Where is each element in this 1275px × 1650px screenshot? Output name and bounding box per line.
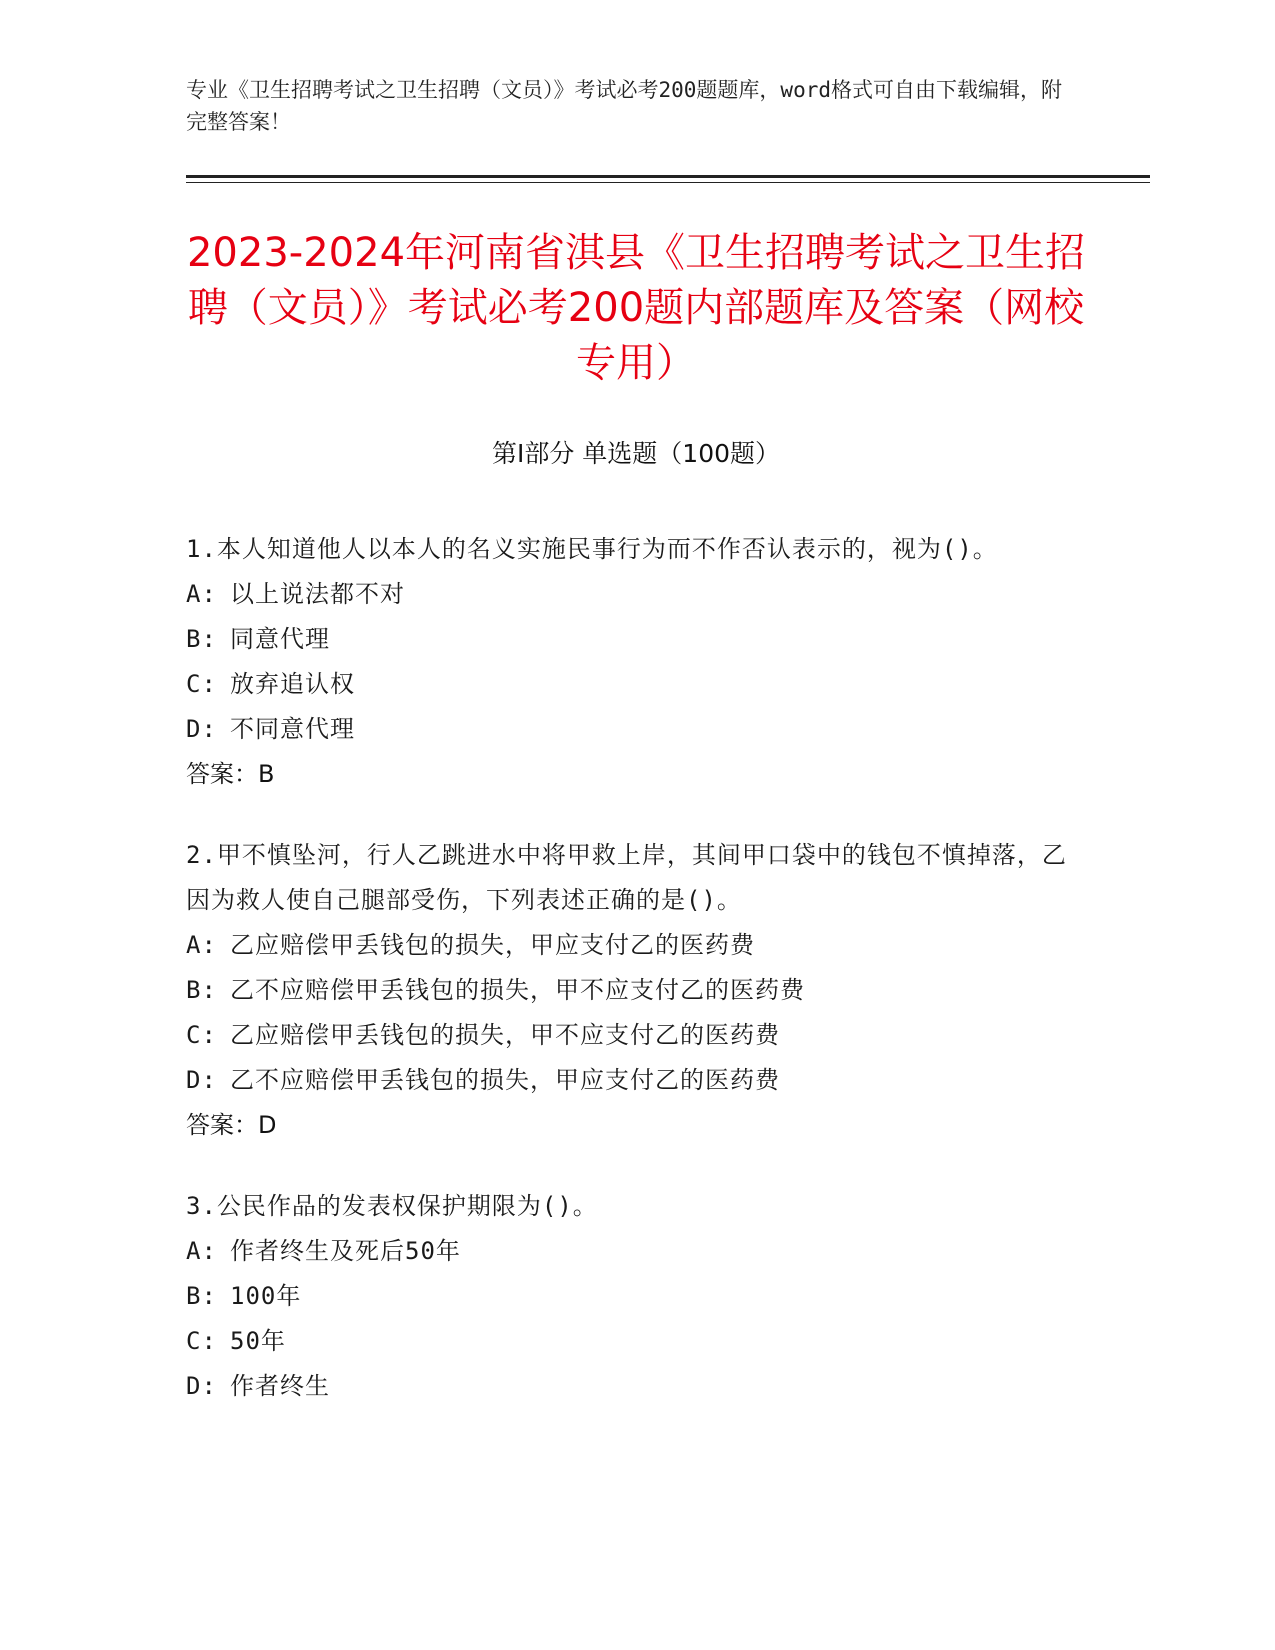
option-text: 以上说法都不对 [230, 580, 405, 608]
option-text: 乙不应赔偿甲丢钱包的损失，甲不应支付乙的医药费 [230, 976, 805, 1004]
option-a [186, 1229, 1086, 1274]
option-d [186, 707, 1086, 752]
option-key: A: [186, 931, 217, 959]
question-stem: 2.甲不慎坠河，行人乙跳进水中将甲救上岸，其间甲口袋中的钱包不慎掉落，乙因为救人使自己腿部受伤，下列表述正确的是()。 [186, 841, 1067, 914]
header-divider-thick [186, 175, 1150, 178]
option-c [186, 662, 1086, 707]
header-note: 专业《卫生招聘考试之卫生招聘（文员）》考试必考200题题库，word格式可自由下载编辑，附完整答案！ [186, 78, 1062, 134]
question-list [186, 527, 1086, 1445]
question-stem: 1.本人知道他人以本人的名义实施民事行为而不作否认表示的，视为()。 [186, 535, 998, 563]
answer-line: 答案：D [186, 1111, 277, 1139]
option-text: 乙不应赔偿甲丢钱包的损失，甲应支付乙的医药费 [230, 1066, 780, 1094]
option-d [186, 1364, 1086, 1409]
option-key: D: [186, 715, 217, 743]
option-key: C: [186, 1327, 217, 1355]
option-c [186, 1013, 1086, 1058]
option-key: D: [186, 1066, 217, 1094]
option-key: A: [186, 580, 217, 608]
option-text: 不同意代理 [230, 715, 355, 743]
option-key: C: [186, 1021, 217, 1049]
option-text: 同意代理 [230, 625, 330, 653]
option-b [186, 617, 1086, 662]
option-d [186, 1058, 1086, 1103]
option-key: B: [186, 1282, 217, 1310]
question-stem: 3.公民作品的发表权保护期限为()。 [186, 1192, 598, 1220]
option-b [186, 968, 1086, 1013]
option-text: 50年 [230, 1327, 286, 1355]
option-text: 乙应赔偿甲丢钱包的损失，甲应支付乙的医药费 [230, 931, 755, 959]
question-3 [186, 1184, 1086, 1409]
option-c [186, 1319, 1086, 1364]
option-text: 作者终生及死后50年 [230, 1237, 461, 1265]
document-title: 2023-2024年河南省淇县《卫生招聘考试之卫生招聘（文员）》考试必考200题内部题库及答案（网校专用） [186, 230, 1086, 386]
option-key: B: [186, 625, 217, 653]
option-b [186, 1274, 1086, 1319]
option-text: 放弃追认权 [230, 670, 355, 698]
option-key: A: [186, 1237, 217, 1265]
option-key: D: [186, 1372, 217, 1400]
answer-line: 答案：B [186, 760, 275, 788]
option-text: 作者终生 [230, 1372, 330, 1400]
option-a [186, 572, 1086, 617]
section-heading: 第I部分 单选题（100题） [491, 439, 781, 468]
question-1 [186, 527, 1086, 797]
header-divider-thin [186, 182, 1150, 183]
option-text: 乙应赔偿甲丢钱包的损失，甲不应支付乙的医药费 [230, 1021, 780, 1049]
option-a [186, 923, 1086, 968]
option-key: B: [186, 976, 217, 1004]
question-2 [186, 833, 1086, 1148]
option-key: C: [186, 670, 217, 698]
option-text: 100年 [230, 1282, 302, 1310]
